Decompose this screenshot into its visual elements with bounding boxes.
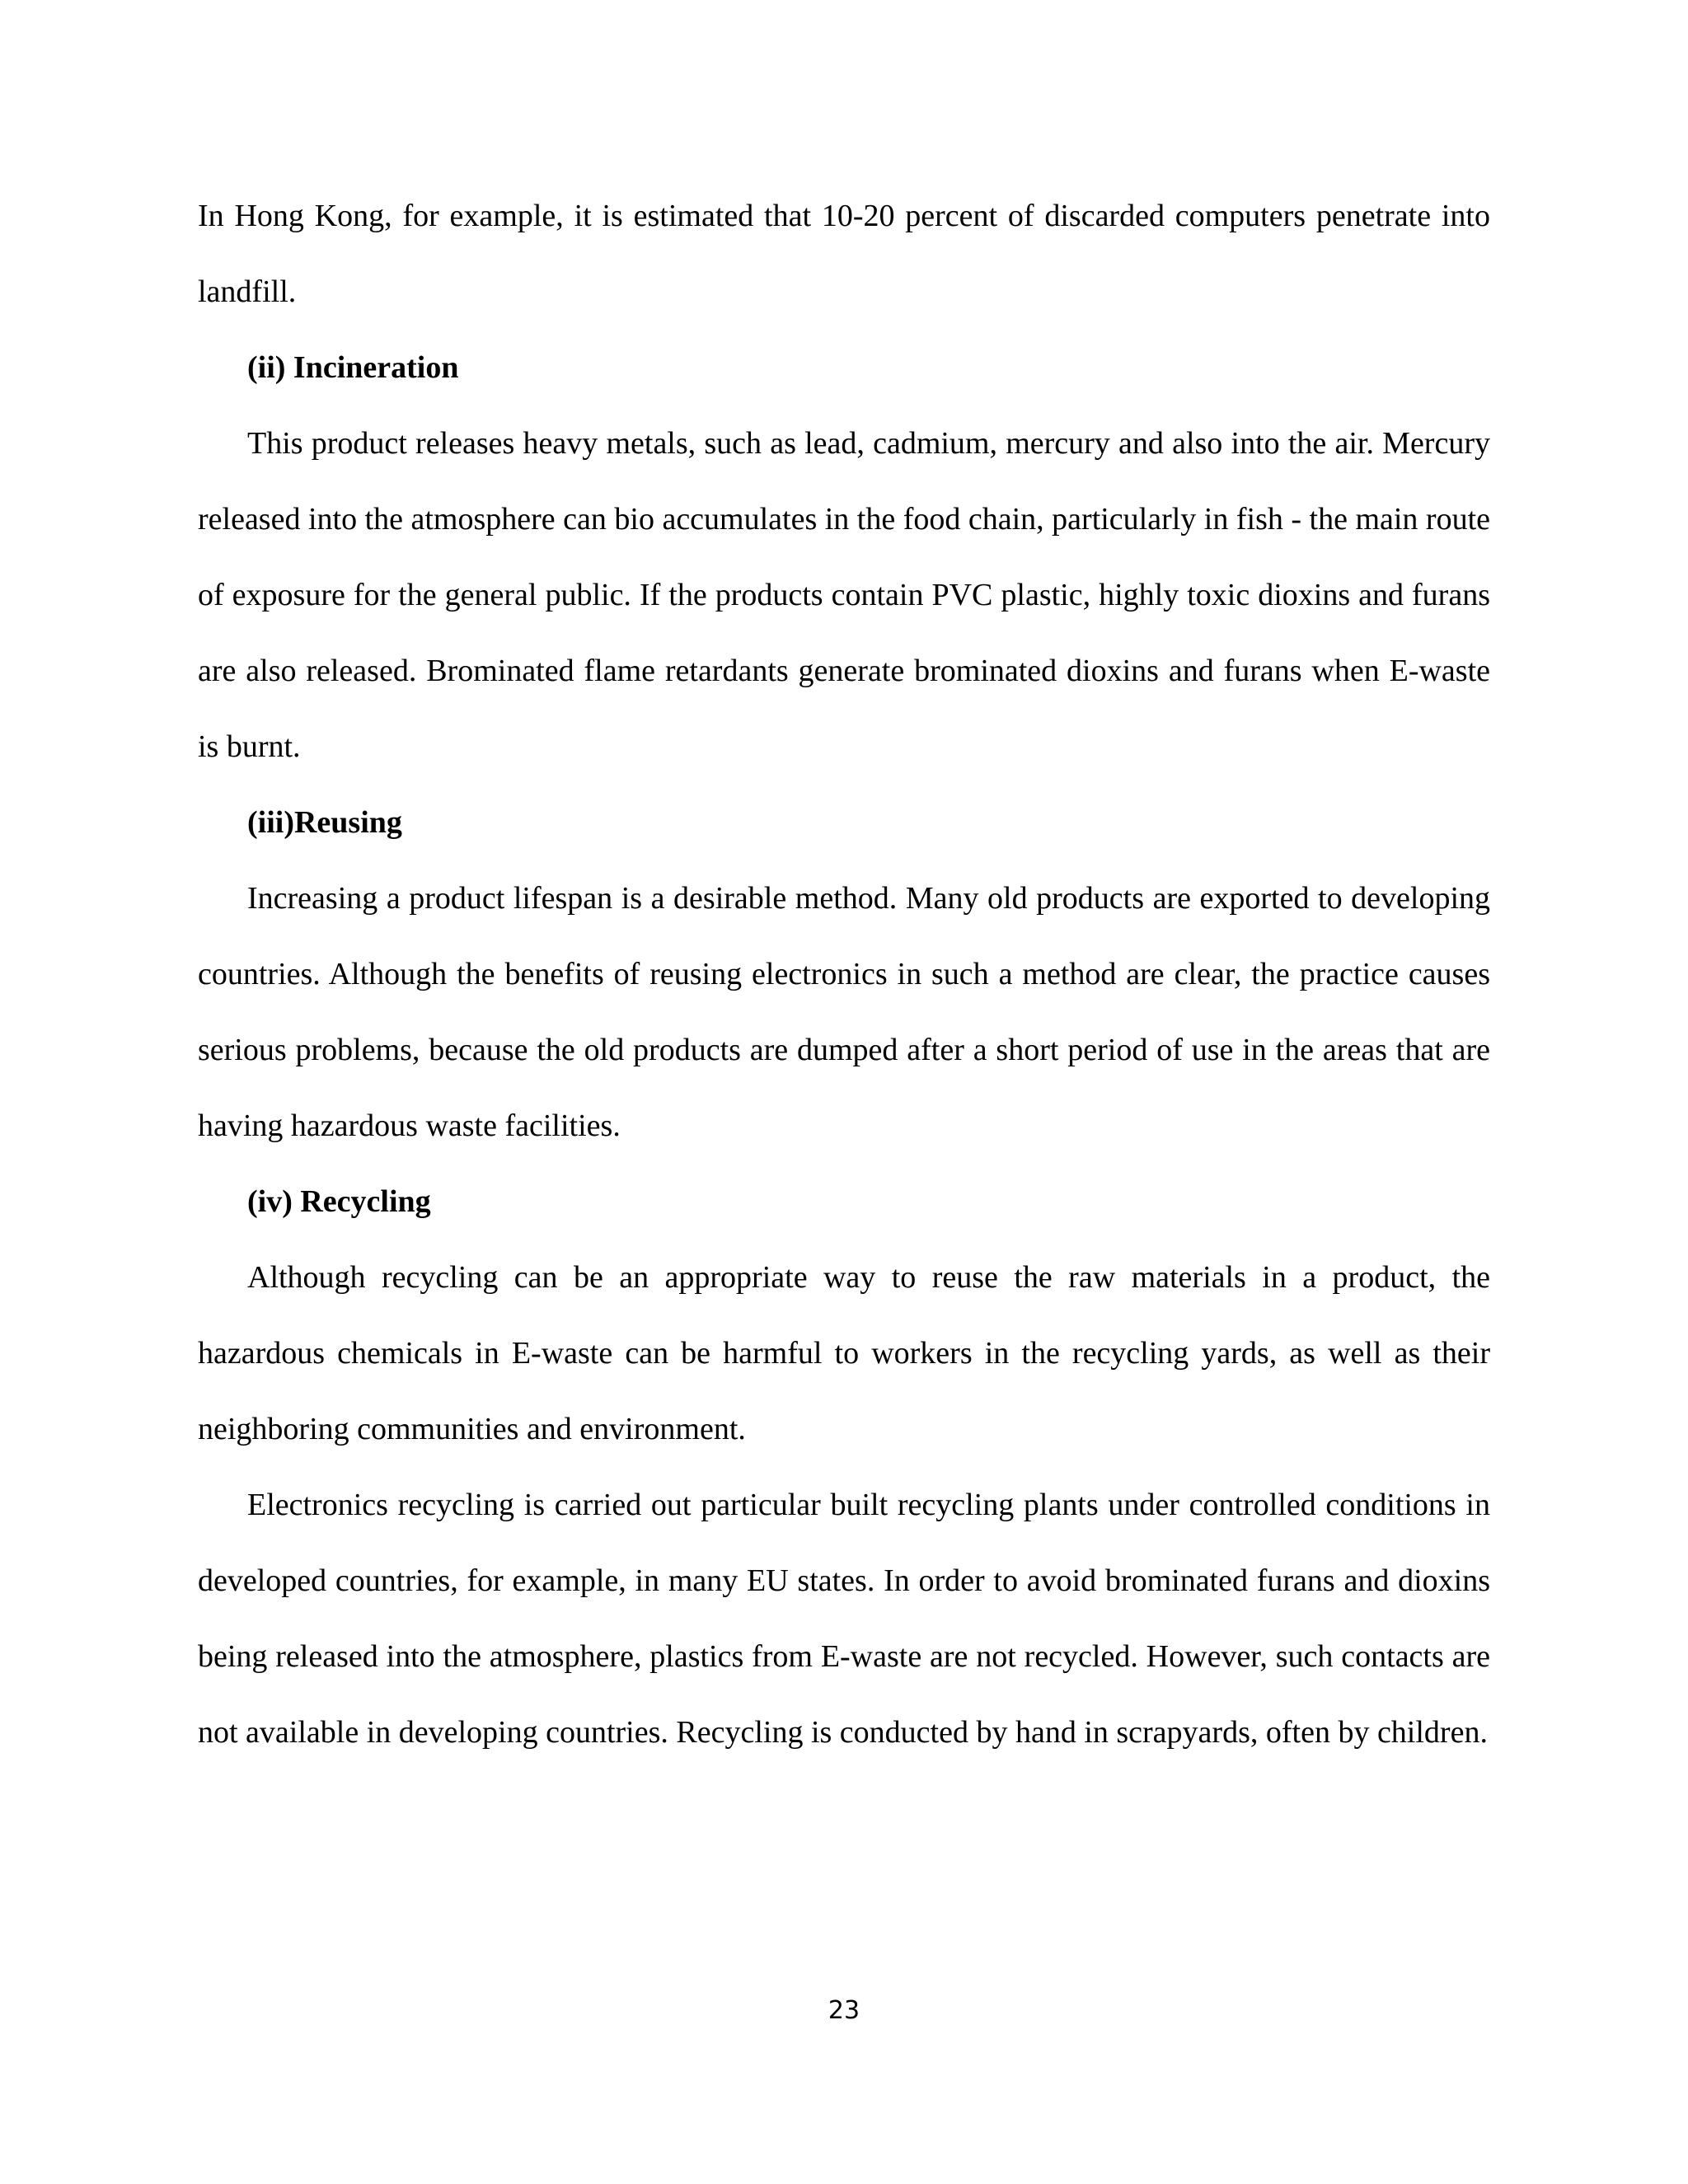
paragraph-recycling-developed-countries: Electronics recycling is carried out particular built recycling plants under controlled conditions in developed countries, for example, in many EU states. In order to avoid brominated furans and dioxins being released into the atmosphere, plastics from E-waste are not recycled. However, such contacts are not available in developing countries. Recycling is conducted by hand in scrapyards, often by children. (198, 1488, 1490, 1750)
paragraph-incineration: This product releases heavy metals, such as lead, cadmium, mercury and also into the air. Mercury released into the atmosphere can bio accumulates in the food chain, particularly in fish - the main route of exposure for the general public. If the products contain PVC plastic, highly toxic dioxins and furans are also released. Brominated flame retardants generate brominated dioxins and furans when E-waste is burnt. (198, 426, 1491, 764)
paragraph-landfill-continued: In Hong Kong, for example, it is estimated that 10-20 percent of discarded computers penetrate into landfill. (198, 199, 1490, 309)
paragraph-recycling-hazards: Although recycling can be an appropriate way to reuse the raw materials in a product, the hazardous chemicals in E-waste can be harmful to workers in the recycling yards, as well as their neighboring communities and environment. (198, 1260, 1490, 1446)
page-number: 23 (828, 1996, 860, 2025)
heading-reusing: (iii)Reusing (247, 805, 402, 840)
paragraph-reusing: Increasing a product lifespan is a desirable method. Many old products are exported to developing countries. Although the benefits of reusing electronics in such a method are clear, the practice causes serious problems, because the old products are dumped after a short period of use in the areas that are having hazardous waste facilities. (198, 881, 1490, 1143)
page-body (198, 178, 1490, 1770)
heading-recycling: (iv) Recycling (247, 1184, 431, 1219)
heading-incineration: (ii) Incineration (247, 350, 459, 385)
